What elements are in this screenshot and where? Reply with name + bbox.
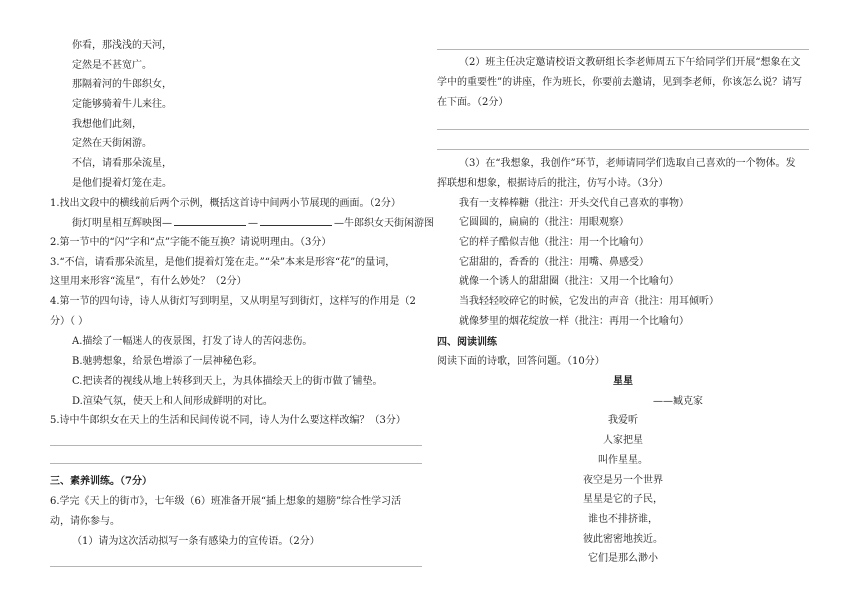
answer-line[interactable] (437, 49, 809, 50)
question-6-sub-1: （1）请为这次活动拟写一条有感染力的宣传语。（2分） (72, 536, 320, 547)
fill-mid: — (248, 218, 258, 229)
poem-line: 谁也不排挤谁， (588, 514, 658, 525)
poem-line: 定然是不甚宽广。 (72, 60, 152, 71)
question-6-line: 6.学完《天上的街市》，七年级（6）班准备开展“插上想象的翅膀”综合性学习活 (50, 496, 402, 507)
sample-poem-line: 就像梦里的烟花绽放一样（批注：再用一个比喻句） (459, 316, 689, 327)
poem-line: 是他们提着灯笼在走。 (72, 178, 172, 189)
sample-poem-line: 就像一个诱人的甜甜圈（批注：又用一个比喻句） (459, 276, 679, 287)
question-6-line: 动，请你参与。 (50, 516, 120, 527)
question-4-line: 分）（ ） (50, 316, 89, 327)
answer-line[interactable] (50, 445, 422, 446)
poem-line: 你看，那浅浅的天河， (72, 40, 172, 51)
poem-line: 彼此密密地挨近。 (583, 534, 663, 545)
sub-question-2-line: 在下面。（2分） (437, 97, 509, 108)
poem-line: 那隔着河的牛郎织女， (72, 79, 172, 90)
section-3-title: 三、素养训练。（7分） (50, 476, 152, 487)
answer-line[interactable] (50, 463, 422, 464)
question-1: 1.找出文段中的横线前后两个示例，概括这首诗中间两小节展现的画面。（2分） (50, 198, 401, 209)
poem-line: 不信，请看那朵流星， (72, 158, 172, 169)
sample-poem-line: 当我轻轻咬碎它的时候，它发出的声音（批注：用耳倾听） (459, 296, 719, 307)
option-c: C.把读者的视线从地上转移到天上，为具体描绘天上的街市做了铺垫。 (72, 376, 383, 387)
question-2: 2.第一节中的“闪”字和“点”字能不能互换？请说明理由。（3分） (50, 237, 332, 248)
sample-poem-line: 我有一支棒棒糖（批注：开头交代自己喜欢的事物） (459, 198, 689, 209)
poem-line: 我爱听 (608, 415, 638, 426)
fill-end: —牛郎织女天街闲游图 (334, 218, 434, 229)
poem-line: 人家把星 (603, 435, 643, 446)
sample-poem-line: 它甜甜的，香香的（批注：用嘴、鼻感受） (459, 257, 649, 268)
poem-line: 星星是它的子民， (583, 494, 663, 505)
poem-line: 我想他们此刻， (72, 119, 142, 130)
poem-line: 定然在天街闲游。 (72, 138, 152, 149)
poem-title: 星星 (613, 376, 633, 387)
section-4-intro: 阅读下面的诗歌，回答问题。（10分） (437, 356, 605, 367)
answer-line[interactable] (50, 566, 422, 567)
question-1-fill (72, 216, 434, 230)
sample-poem-line: 它圆圆的，扁扁的（批注：用眼观察） (459, 217, 629, 228)
sub-question-2-line: （2）班主任决定邀请校语文教研组长李老师周五下午给同学们开展“想象在文 (459, 57, 801, 68)
poem-line: 叫作星星。 (598, 455, 648, 466)
poem-line: 定能够骑着牛儿来往。 (72, 99, 172, 110)
section-4-title: 四、阅读训练 (437, 337, 497, 348)
option-d: D.渲染气氛，使天上和人间形成鲜明的对比。 (72, 396, 273, 407)
answer-blank[interactable] (174, 216, 246, 226)
option-b: B.驰骋想象，给景色增添了一层神秘色彩。 (72, 356, 263, 367)
sample-poem-line: 它的样子酷似吉他（批注：用一个比喻句） (459, 237, 649, 248)
poem-line: 夜空是另一个世界 (583, 475, 663, 486)
question-5: 5.诗中牛郎织女在天上的生活和民间传说不同，诗人为什么要这样改编？（3分） (50, 415, 406, 426)
sub-question-3-line: （3）在“我想象，我创作”环节，老师请同学们选取自己喜欢的一个物体。发 (459, 158, 796, 169)
sub-question-2-line: 学中的重要性”的讲座，作为班长，你要前去邀请，见到李老师，你该怎么说？请写 (437, 77, 803, 88)
question-4-line: 4.第一节的四句诗，诗人从街灯写到明星，又从明星写到街灯，这样写的作用是（2 (50, 296, 416, 307)
option-a: A.描绘了一幅迷人的夜景图，打发了诗人的苦闷悲伤。 (72, 336, 313, 347)
question-3-line: 3.“不信，请看那朵流星，是他们提着灯笼在走。”“朵”本来是形容“花”的量词， (50, 257, 396, 268)
answer-line[interactable] (437, 149, 809, 150)
answer-line[interactable] (437, 129, 809, 130)
fill-start: 街灯明星相互辉映图— (72, 218, 172, 229)
sub-question-3-line: 挥联想和想象，根据诗后的批注，仿写小诗。（3分） (437, 178, 669, 189)
poem-line: 它们是那么渺小 (588, 553, 658, 564)
answer-blank[interactable] (260, 216, 332, 226)
question-3-line: 这里用来形容“流星”，有什么妙处？（2分） (50, 276, 247, 287)
poem-author: ——臧克家 (653, 396, 703, 407)
